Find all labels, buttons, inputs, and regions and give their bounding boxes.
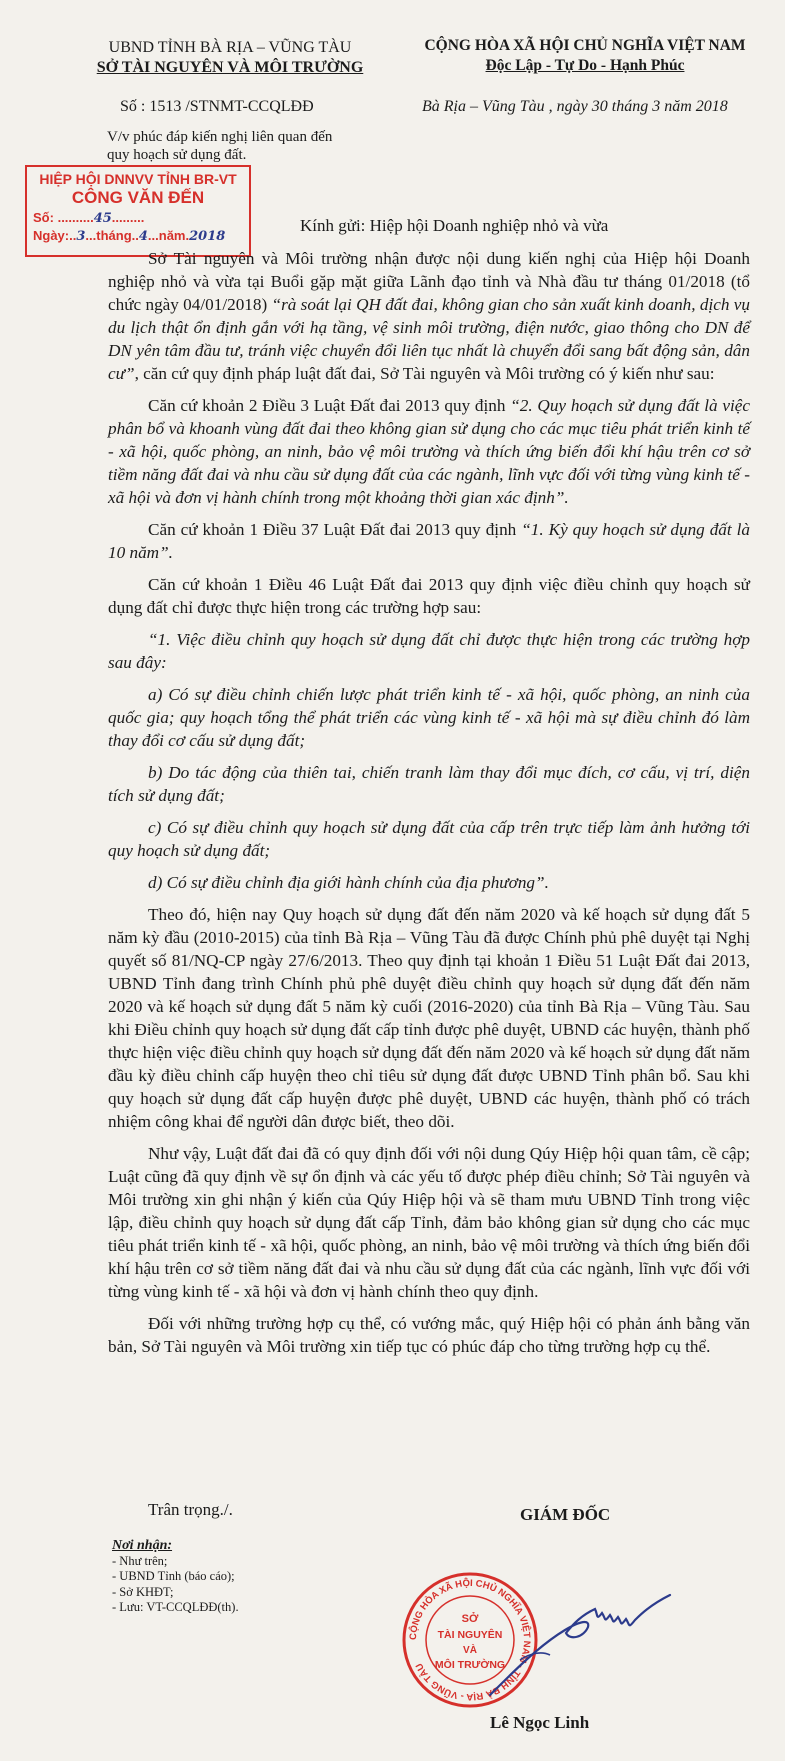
stamp-date-label: Ngày: — [33, 228, 70, 243]
recipient-item: - UBND Tỉnh (báo cáo); — [112, 1569, 235, 1583]
recipient-item: - Sở KHĐT; — [112, 1584, 174, 1599]
seal-line: TÀI NGUYÊN — [437, 1629, 503, 1641]
stamp-number-label: Số: — [33, 210, 54, 225]
paragraph-article-37: Căn cứ khoản 1 Điều 37 Luật Đất đai 2013 quy định “1. Kỳ quy hoạch sử dụng đất là 10 năm”. — [108, 520, 750, 562]
quote-item-c: c) Có sự điều chỉnh quy hoạch sử dụng đất của cấp trên trực tiếp làm ảnh hưởng tới quy hoạch sử dụng đất; — [108, 818, 750, 860]
agency-header — [60, 38, 400, 78]
stamp-number-value: 45 — [93, 211, 112, 226]
seal-line: SỞ — [461, 1613, 479, 1625]
recipients-list — [112, 1538, 239, 1616]
stamp-year: 2018 — [189, 229, 226, 244]
recipient-item: - Như trên; — [112, 1553, 168, 1568]
handwritten-signature — [470, 1575, 680, 1705]
document-number: Số : 1513 /STNMT-CCQLĐĐ — [120, 98, 314, 115]
stamp-month-label: tháng — [96, 228, 132, 243]
signer-title: GIÁM ĐỐC — [520, 1505, 611, 1524]
signer-name: Lê Ngọc Linh — [490, 1713, 590, 1732]
quote-intro: “1. Việc điều chỉnh quy hoạch sử dụng đất chỉ được thực hiện trong các trường hợp sau đây: — [108, 630, 750, 672]
stamp-date-row: Ngày:..3...tháng..4...năm.2018 — [33, 228, 226, 244]
seal-line: VÀ — [463, 1645, 477, 1656]
salutation: Kính gửi: Hiệp hội Doanh nghiệp nhỏ và vừa — [300, 216, 609, 235]
stamp-title: CÔNG VĂN ĐẾN — [71, 188, 205, 207]
letter-body — [108, 247, 750, 1367]
paragraph-conclusion: Như vậy, Luật đất đai đã có quy định đối với nội dung Qúy Hiệp hội quan tâm, cề cập; Luật cũng đã quy định về sự ổn định và các yếu tố được phép điều chỉnh; Sở Tài nguyên và Môi trường xin ghi nhận ý kiến của Qúy Hiệp hội và sẽ tham mưu UBND Tỉnh trong việc lập, điều chỉnh quy hoạch sử dụng đất cấp Tỉnh, đảm bảo không gian sử dụng cho các mục tiêu phát triển kinh tế - xã hội, quốc phòng, an ninh, bảo vệ môi trường và thích ứng biến đổi khí hậu trên cơ sở tiềm năng đất đai và nhu cầu sử dụng đất của các ngành, lĩnh vực đối với từng vùng kinh tế - xã hội và đơn vị hành chính theo quy định. — [108, 1144, 750, 1301]
quote-item-b: b) Do tác động của thiên tai, chiến tranh làm thay đổi mục đích, cơ cấu, vị trí, diện tích sử dụng đất; — [108, 763, 750, 805]
agency-name: SỞ TÀI NGUYÊN VÀ MÔI TRƯỜNG — [96, 59, 364, 76]
paragraph-followup: Đối với những trường hợp cụ thể, có vướng mắc, quý Hiệp hội có phản ánh bằng văn bản, Sở Tài nguyên và Môi trường xin tiếp tục có phúc đáp cho từng trường hợp cụ thể. — [108, 1314, 750, 1356]
paragraph-article-3: Căn cứ khoản 2 Điều 3 Luật Đất đai 2013 quy định “2. Quy hoạch sử dụng đất là việc phân bổ và khoanh vùng đất đai theo không gian sử dụng cho các mục tiêu phát triển kinh tế - xã hội, quốc phòng, an ninh, bảo vệ môi trường và thích ứng biến đổi khí hậu trên cơ sở tiềm năng đất đai và nhu cầu sử dụng đất của các ngành, lĩnh vực đối với từng vùng kinh tế - xã hội và đơn vị hành chính trong một khoảng thời gian xác định”. — [108, 396, 750, 507]
recipients-title: Nơi nhận: — [112, 1538, 173, 1553]
recipient-item: - Lưu: VT-CCQLĐĐ(th). — [112, 1600, 239, 1614]
seal-line: MÔI TRƯỜNG — [434, 1659, 506, 1671]
national-motto: Độc Lập - Tự Do - Hạnh Phúc — [485, 57, 685, 74]
stamp-year-label: năm — [158, 228, 186, 243]
stamp-month: 4 — [138, 229, 148, 244]
stamp-day: 3 — [76, 229, 86, 244]
stamp-number-row: Số: ..........45......... — [33, 210, 145, 226]
incoming-document-stamp — [25, 165, 251, 257]
document-subject: V/v phúc đáp kiến nghị liên quan đến quy hoạch sử dụng đất. — [107, 129, 333, 163]
quote-item-d: d) Có sự điều chỉnh địa giới hành chính của địa phương”. — [148, 873, 549, 892]
quote-item-a: a) Có sự điều chỉnh chiến lược phát triển kinh tế - xã hội, quốc phòng, an ninh của quốc gia; quy hoạch tổng thể phát triển các vùng kinh tế - xã hội mà sự điều chỉnh đó làm thay đổi cơ cấu sử dụng đất; — [108, 685, 750, 750]
agency-parent: UBND TỈNH BÀ RỊA – VŨNG TÀU — [108, 39, 352, 56]
closing-line: Trân trọng./. — [148, 1500, 233, 1519]
paragraph-article-46: Căn cứ khoản 1 Điều 46 Luật Đất đai 2013 quy định việc điều chỉnh quy hoạch sử dụng đất chỉ được thực hiện trong các trường hợp sau: — [108, 575, 750, 617]
document-date: Bà Rịa – Vũng Tàu , ngày 30 tháng 3 năm 2018 — [422, 98, 728, 115]
seal-outer-text: CỘNG HÒA XÃ HỘI CHỦ NGHĨA VIỆT NAM · TỈNH BÀ RỊA - VŨNG TÀU — [407, 1577, 533, 1703]
national-title: CỘNG HÒA XÃ HỘI CHỦ NGHĨA VIỆT NAM — [424, 37, 746, 54]
paragraph-intro: Sở Tài nguyên và Môi trường nhận được nội dung kiến nghị của Hiệp hội Doanh nghiệp nhỏ và vừa tại Buổi gặp mặt giữa Lãnh đạo tỉnh và Nhà đầu tư tháng 01/2018 (tổ chức ngày 04/01/2018) “rà soát lại QH đất đai, không gian cho sản xuất kinh doanh, dịch vụ du lịch thật ổn định gắn với hạ tầng, vệ sinh môi trường, điện nước, giao thông cho DN để DN yên tâm đầu tư, tránh việc chuyển đổi liên tục nhất là chuyển đổi sang bất động sản, dân cư”, căn cứ quy định pháp luật đất đai, Sở Tài nguyên và Môi trường có ý kiến như sau: — [108, 249, 751, 383]
stamp-org: HIỆP HỘI DNNVV TỈNH BR-VT — [39, 171, 237, 187]
national-header — [395, 36, 775, 76]
paragraph-current-plan: Theo đó, hiện nay Quy hoạch sử dụng đất đến năm 2020 và kế hoạch sử dụng đất 5 năm kỳ đầu (2010-2015) của tỉnh Bà Rịa – Vũng Tàu đã được Chính phủ phê duyệt tại Nghị quyết số 81/NQ-CP ngày 27/6/2013. Theo quy định tại khoản 1 Điều 51 Luật Đất đai 2013, UBND Tỉnh đang trình Chính phủ phê duyệt điều chỉnh quy hoạch sử dụng đất đến năm 2020 và kế hoạch sử dụng đất 5 năm kỳ cuối (2016-2020) của tỉnh Bà Rịa – Vũng Tàu. Sau khi Điều chỉnh quy hoạch sử dụng đất cấp tỉnh được phê duyệt, UBND các huyện, thành phố thực hiện việc điều chỉnh quy hoạch sử dụng đất đến năm 2020 và kế hoạch sử dụng đất năm đầu kỳ điều chỉnh cấp huyện theo chỉ tiêu sử dụng đất được UBND Tỉnh phân bổ. Sau khi quy hoạch sử dụng đất cấp huyện được phê duyệt, UBND các huyện, thành phố có trách nhiệm công khai để người dân được biết, theo dõi. — [108, 905, 750, 1131]
